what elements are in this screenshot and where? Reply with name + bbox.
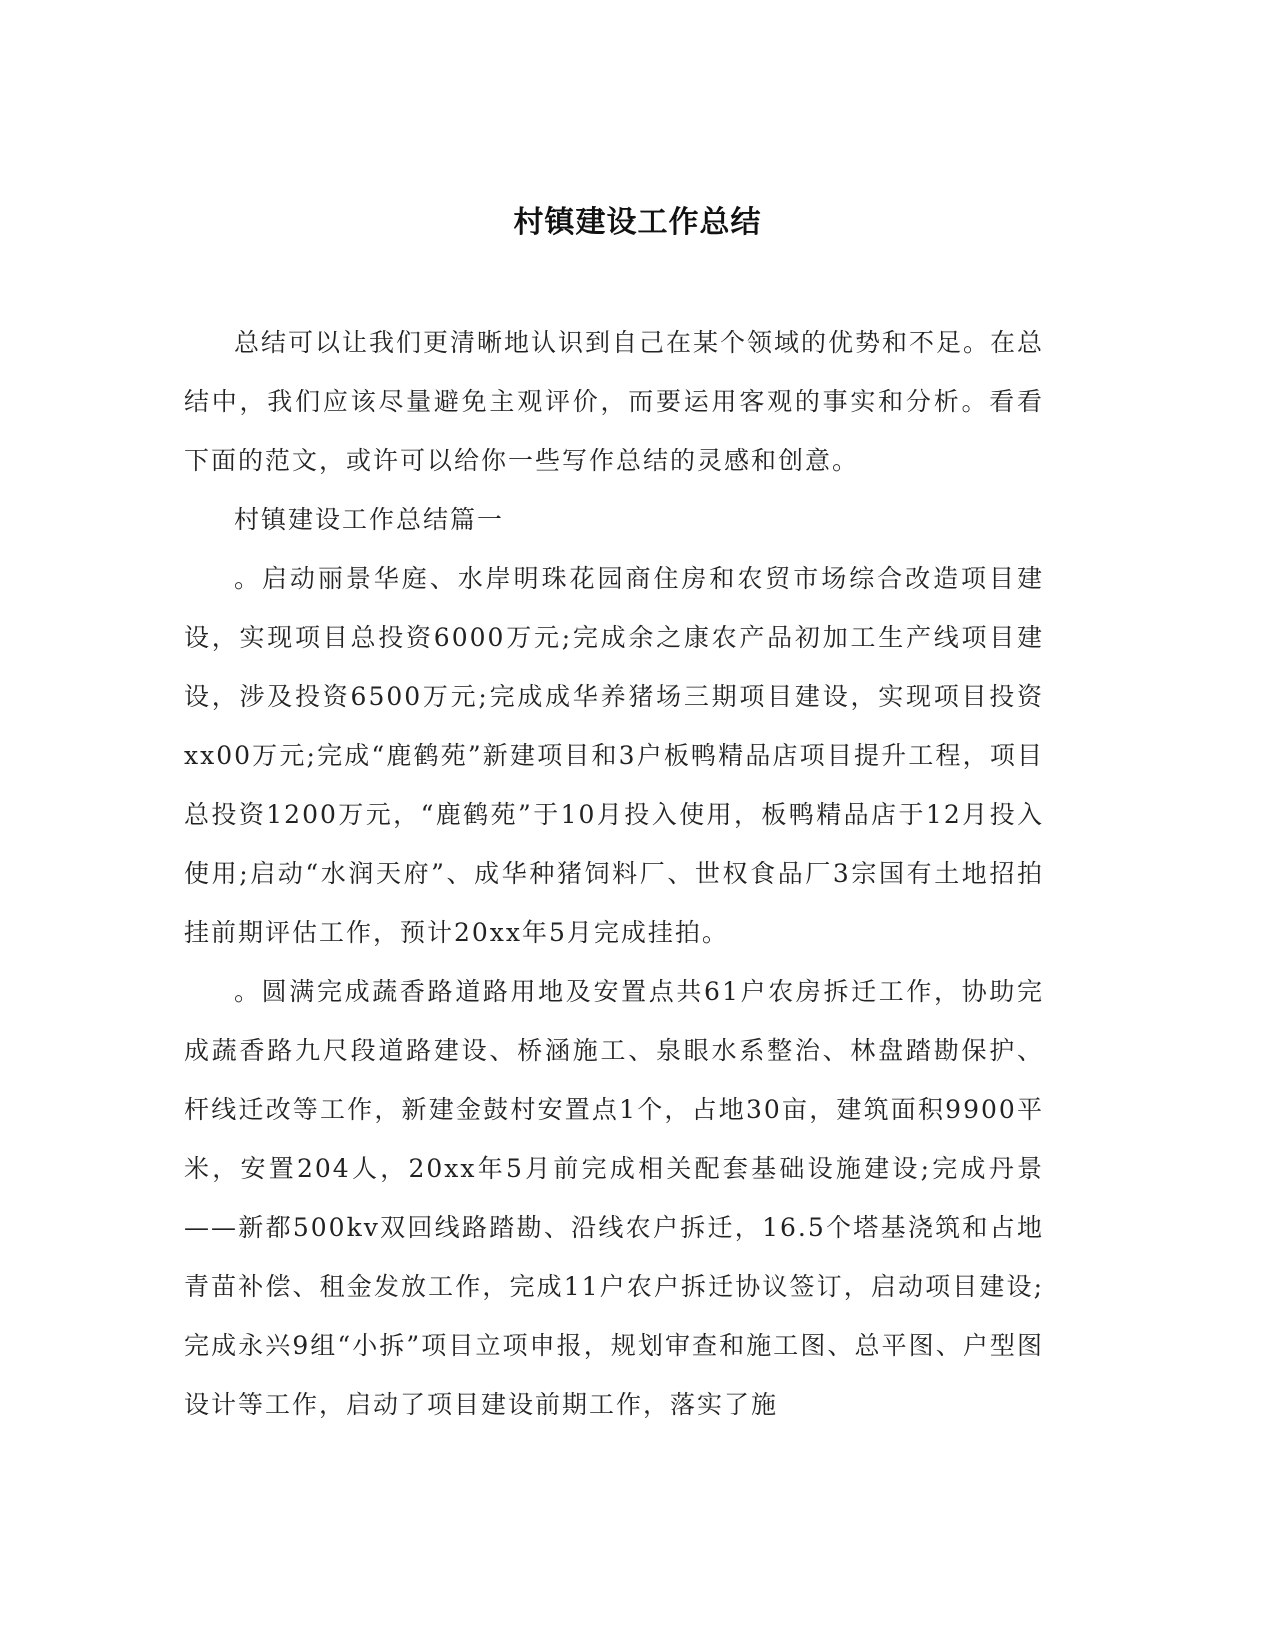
intro-paragraph: 总结可以让我们更清晰地认识到自己在某个领域的优势和不足。在总结中，我们应该尽量避免主观评价，而要运用客观的事实和分析。看看下面的范文，或许可以给你一些写作总结的灵感和创意。 — [184, 328, 1045, 475]
document-body — [184, 313, 1044, 1434]
document-title: 村镇建设工作总结 — [513, 205, 762, 240]
section-heading: 村镇建设工作总结篇一 — [234, 505, 505, 534]
body-paragraph-demolition: 。圆满完成蔬香路道路用地及安置点共61户农房拆迁工作，协助完成蔬香路九尺段道路建设、桥涵施工、泉眼水系整治、林盘踏勘保护、杆线迁改等工作，新建金鼓村安置点1个，占地30亩，建筑面积9900平米，安置204人，20xx年5月前完成相关配套基础设施建设;完成丹景——新都500kv双回线路踏勘、沿线农户拆迁，16.5个塔基浇筑和占地青苗补偿、租金发放工作，完成11户农户拆迁协议签订，启动项目建设;完成永兴9组“小拆”项目立项申报，规划审查和施工图、总平图、户型图设计等工作，启动了项目建设前期工作，落实了施 — [184, 977, 1044, 1419]
body-paragraph-projects: 。启动丽景华庭、水岸明珠花园商住房和农贸市场综合改造项目建设，实现项目总投资6000万元;完成余之康农产品初加工生产线项目建设，涉及投资6500万元;完成成华养猪场三期项目建设，实现项目投资xx00万元;完成“鹿鹤苑”新建项目和3户板鸭精品店项目提升工程，项目总投资1200万元，“鹿鹤苑”于10月投入使用，板鸭精品店于12月投入使用;启动“水润天府”、成华种猪饲料厂、世权食品厂3宗国有土地招拍挂前期评估工作，预计20xx年5月完成挂拍。 — [184, 564, 1044, 947]
